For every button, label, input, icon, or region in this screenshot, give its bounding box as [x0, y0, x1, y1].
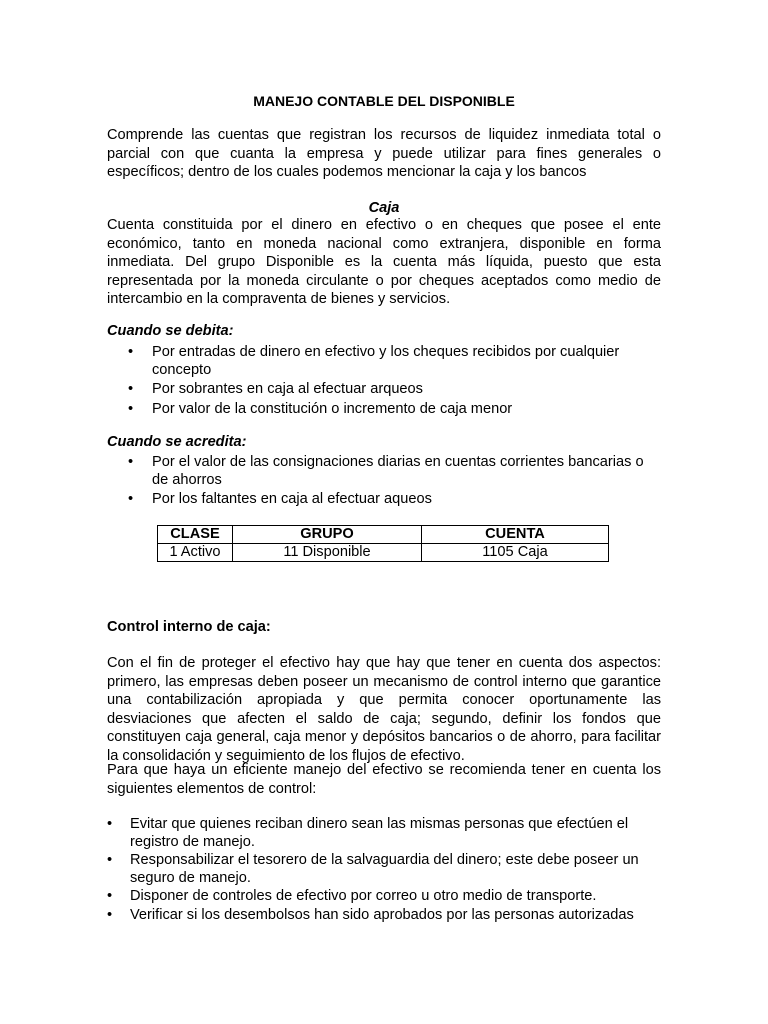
list-item: • Evitar que quienes reciban dinero sean las mismas personas que efectúen el registro de manejo.: [107, 816, 629, 850]
bullet-icon: •: [128, 381, 134, 397]
header-grupo: GRUPO: [233, 526, 422, 544]
cell-cuenta: 1105 Caja: [422, 544, 609, 562]
control-paragraph-2: Para que haya un eficiente manejo del efectivo se recomienda tener en cuenta los siguientes elementos de control:: [107, 762, 661, 797]
acredita-list: [128, 454, 662, 509]
list-item: • Por los faltantes en caja al efectuar aqueos: [128, 491, 432, 507]
document-title: MANEJO CONTABLE DEL DISPONIBLE: [253, 93, 515, 109]
control-heading: Control interno de caja:: [107, 619, 271, 635]
debita-heading: Cuando se debita:: [107, 323, 234, 339]
list-item: • Verificar si los desembolsos han sido aprobados por las personas autorizadas: [107, 906, 634, 923]
bullet-icon: •: [107, 816, 113, 832]
bullet-icon: •: [107, 852, 113, 868]
bullet-icon: •: [128, 491, 134, 507]
intro-paragraph: Comprende las cuentas que registran los recursos de liquidez inmediata total o parcial con que cuanta la empresa y puede utilizar para fines generales o específicos; dentro de los cuales podemos mencionar la caja y los bancos: [107, 127, 661, 180]
debita-list: [128, 344, 662, 418]
header-clase: CLASE: [158, 526, 233, 544]
list-item: • Disponer de controles de efectivo por correo u otro medio de transporte.: [107, 888, 597, 904]
list-item: • Responsabilizar el tesorero de la salvaguardia del dinero; este debe poseer un seguro de manejo.: [107, 852, 639, 886]
list-item: • Por sobrantes en caja al efectuar arqueos: [128, 381, 423, 397]
list-item: • Por entradas de dinero en efectivo y los cheques recibidos por cualquier concepto: [128, 344, 620, 378]
table-row: [158, 544, 609, 562]
cell-grupo: 11 Disponible: [233, 544, 422, 562]
table-header-row: [158, 526, 609, 544]
caja-paragraph: Cuenta constituida por el dinero en efectivo o en cheques que posee el ente económico, tanto en moneda nacional como extranjera, disponible en forma inmediata. Del grupo Disponible es la cuenta más líquida, puesto que esta representada por la moneda circulante o por cheques aceptados como medio de intercambio en la compraventa de bienes y servicios.: [107, 217, 661, 307]
control-paragraph-1: Con el fin de proteger el efectivo hay que hay que tener en cuenta dos aspectos: primero, las empresas deben poseer un mecanismo de control interno que garantice una contabilización apropiada y que permita conocer oportunamente las desviaciones que afecten el saldo de caja; segundo, definir los fondos que constituyen caja general, caja menor y depósitos bancarios o de ahorro, para facilitar la consolidación y seguimiento de los flujos de efectivo.: [107, 655, 661, 764]
acredita-heading: Cuando se acredita:: [107, 434, 247, 450]
bullet-icon: •: [128, 400, 134, 417]
bullet-icon: •: [128, 344, 134, 360]
caja-heading: Caja: [368, 200, 400, 216]
bullet-icon: •: [107, 906, 113, 923]
bullet-icon: •: [107, 888, 113, 904]
cell-clase: 1 Activo: [158, 544, 233, 562]
list-item: • Por valor de la constitución o incremento de caja menor: [128, 400, 513, 417]
header-cuenta: CUENTA: [422, 526, 609, 544]
account-table: [157, 525, 609, 562]
bullet-icon: •: [128, 454, 134, 470]
list-item: • Por el valor de las consignaciones diarias en cuentas corrientes bancarias o de ahorros: [128, 454, 644, 488]
control-list: [107, 816, 663, 924]
